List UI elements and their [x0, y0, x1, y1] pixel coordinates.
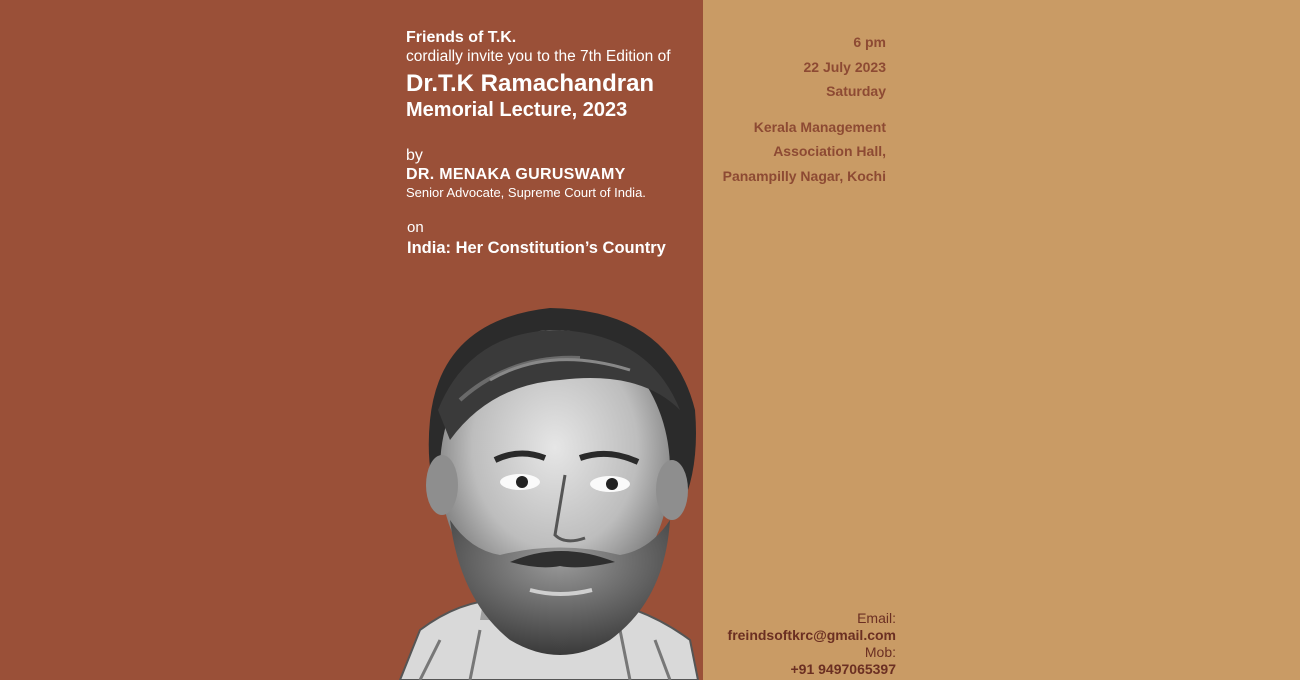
venue-line-2: Association Hall, [773, 143, 886, 159]
mobile-label: Mob: [864, 644, 896, 660]
invite-block [406, 28, 706, 122]
lecture-title: Dr.T.K Ramachandran [406, 70, 655, 97]
event-date: 22 July 2023 [803, 58, 886, 75]
venue-line-1: Kerala Management [753, 118, 886, 135]
event-details [723, 30, 886, 188]
event-day: Saturday [826, 83, 886, 99]
speaker-role: Senior Advocate, Supreme Court of India. [406, 185, 646, 200]
contact-block [728, 610, 896, 678]
lecture-subtitle: Memorial Lecture, 2023 [406, 99, 628, 121]
invite-line: cordially invite you to the 7th Edition of [406, 48, 671, 65]
email-address[interactable]: freindsoftkrc@gmail.com [727, 627, 896, 643]
event-time: 6 pm [853, 34, 886, 50]
venue-line-3: Panampilly Nagar, Kochi [722, 167, 886, 184]
portrait-image [380, 300, 710, 680]
speaker-block [406, 146, 646, 201]
topic-block [407, 219, 666, 259]
on-label: on [407, 219, 424, 236]
organizer-name: Friends of T.K. [406, 29, 517, 46]
mobile-number[interactable]: +91 9497065397 [790, 661, 896, 677]
by-label: by [406, 147, 423, 164]
email-label: Email: [857, 610, 896, 626]
speaker-name: DR. MENAKA GURUSWAMY [406, 166, 626, 183]
lecture-topic: India: Her Constitution’s Country [407, 239, 666, 257]
